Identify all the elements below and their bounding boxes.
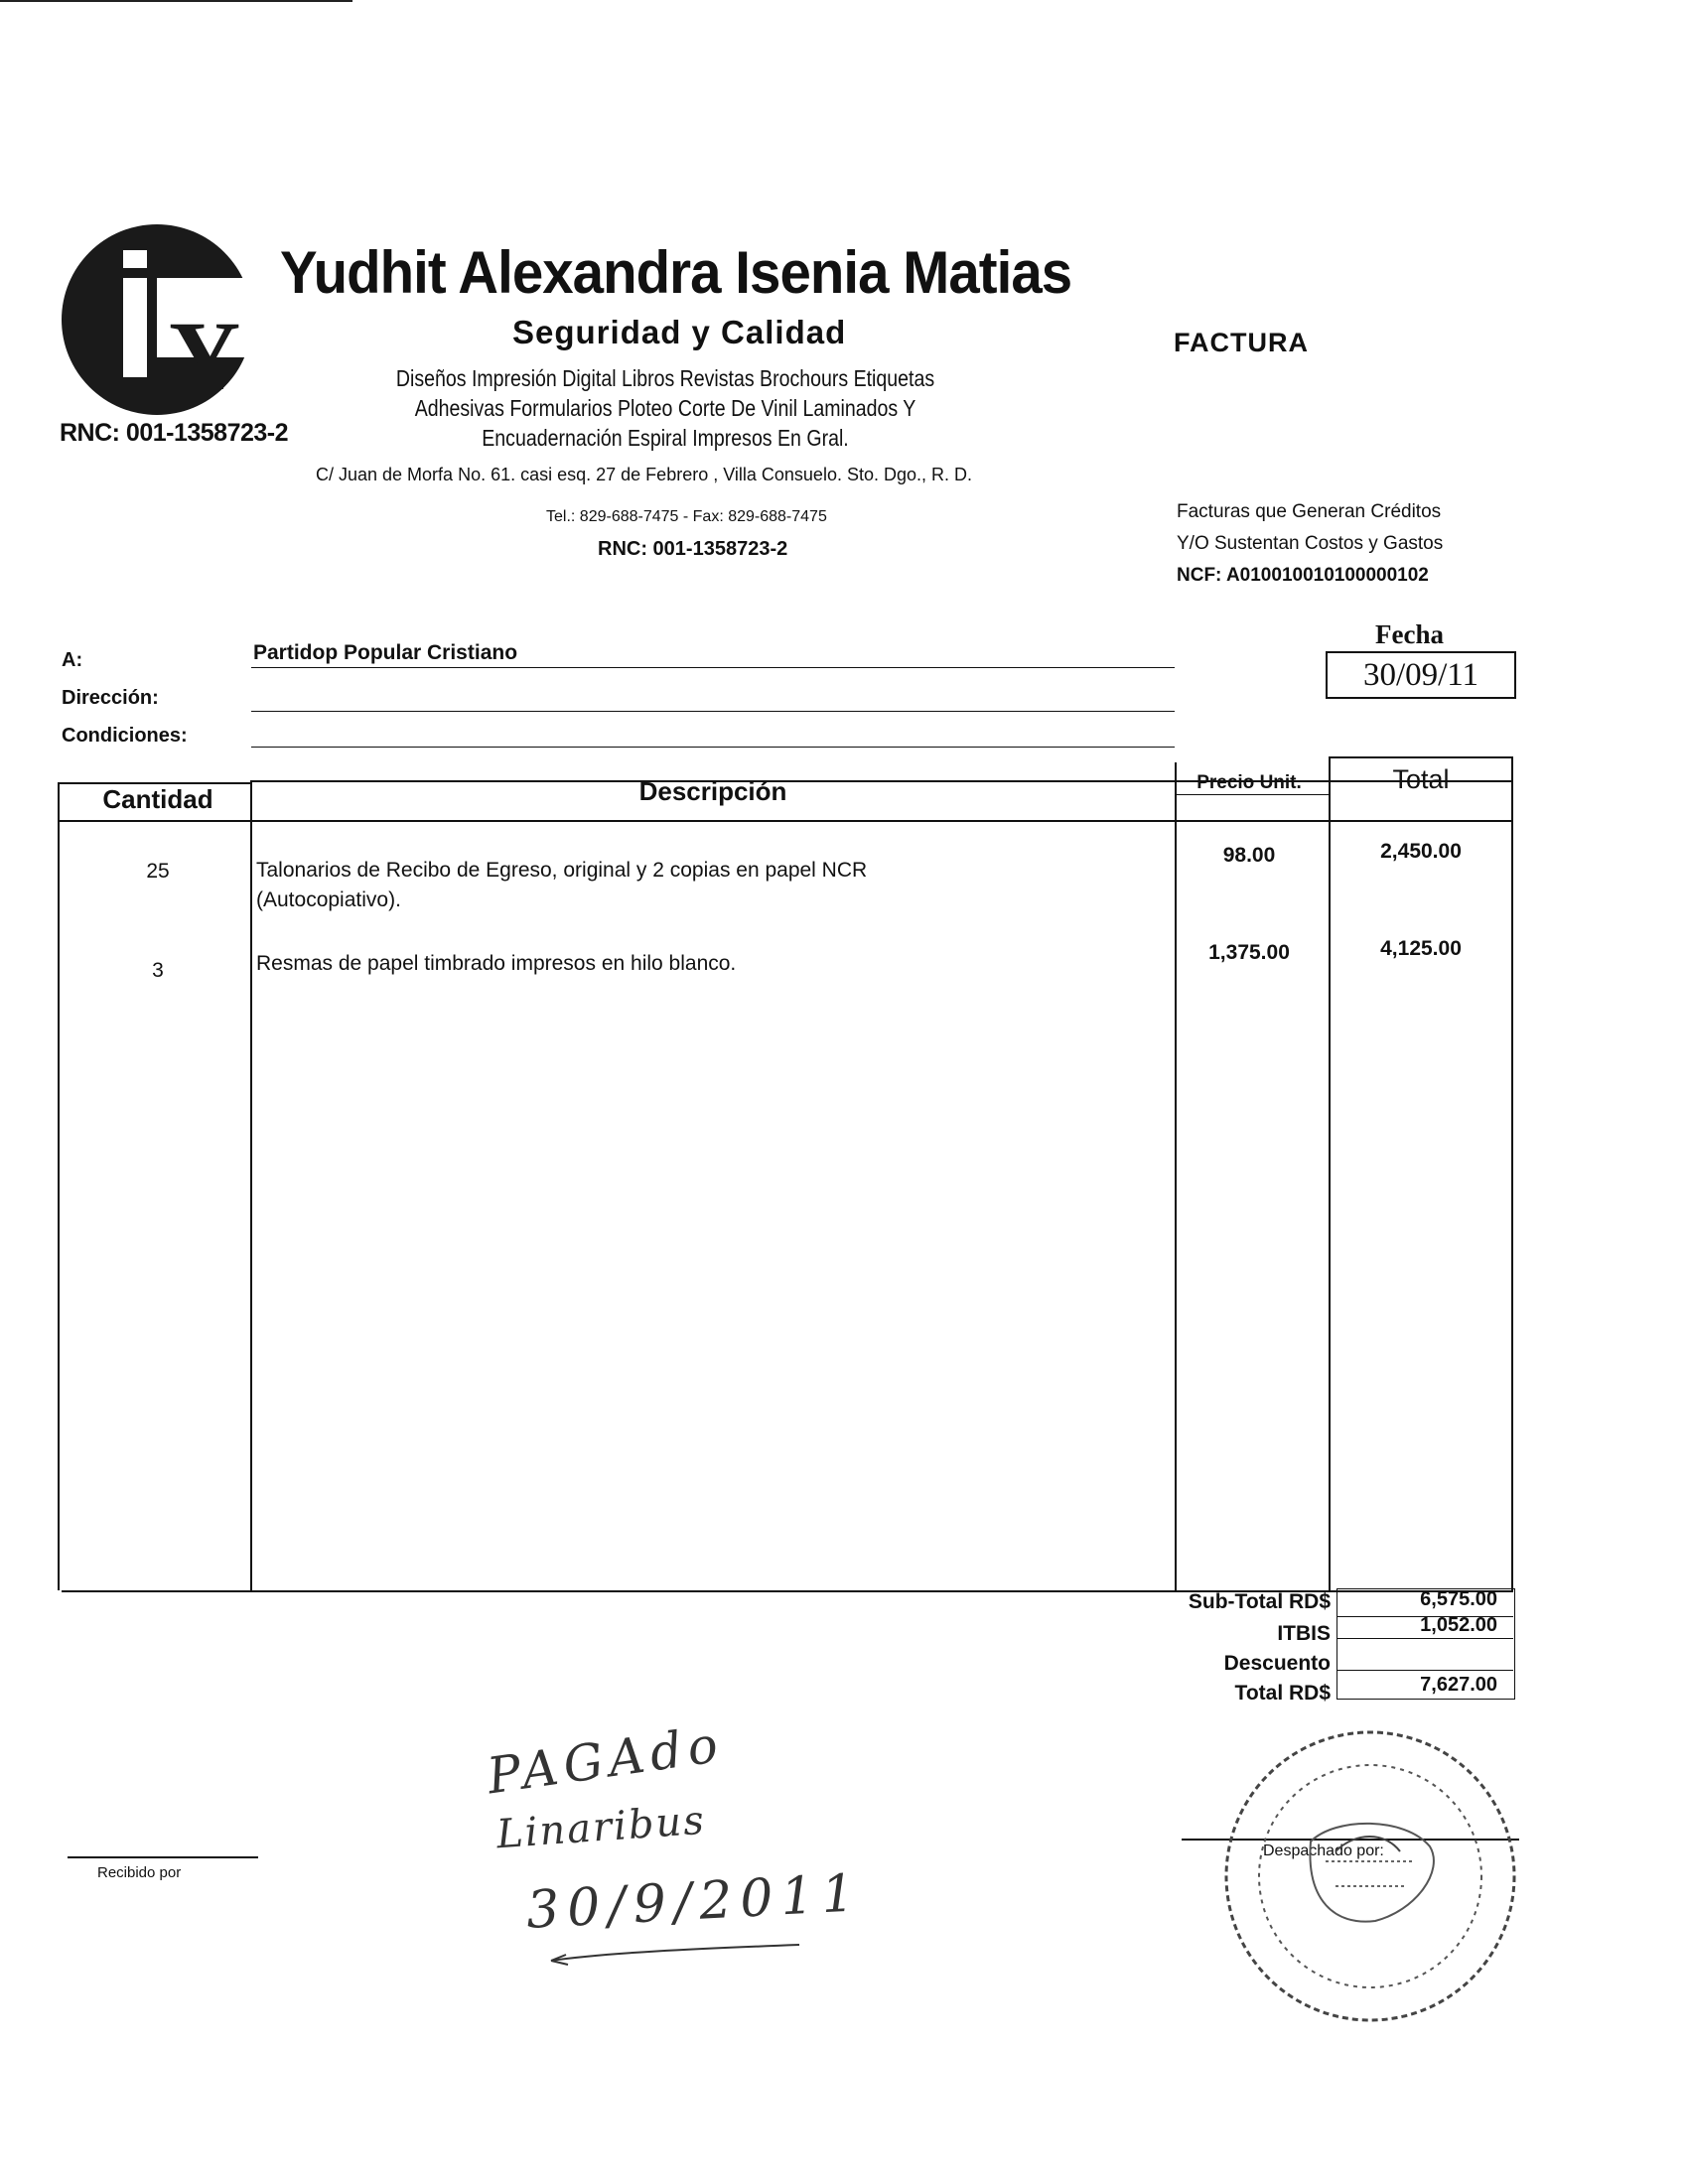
row-2-total: 4,125.00 <box>1380 937 1462 960</box>
table-border-left <box>58 782 60 1590</box>
ncf-block <box>1177 496 1443 592</box>
services-line-3: Encuadernación Espiral Impresos En Gral. <box>482 425 849 451</box>
direccion-underline <box>251 711 1175 712</box>
rnc-center: RNC: 001-1358723-2 <box>598 538 788 560</box>
table-header-bottom <box>58 820 1513 822</box>
client-underline <box>251 667 1175 668</box>
client-label: A: <box>62 649 83 671</box>
table-border-right <box>1511 756 1513 1590</box>
fecha-value: 30/09/11 <box>1326 651 1516 699</box>
row-1-qty: 25 <box>146 860 170 883</box>
direccion-label: Dirección: <box>62 687 159 709</box>
document-type: FACTURA <box>1174 328 1309 357</box>
services-list <box>387 363 944 453</box>
condiciones-underline <box>251 747 1175 748</box>
svg-text:Y: Y <box>169 301 241 411</box>
services-line-2: Adhesivas Formularios Ploteo Corte De Vinil Laminados Y <box>414 395 916 421</box>
header-descripcion: Descripción <box>638 776 787 806</box>
recibido-label: Recibido por <box>97 1864 182 1881</box>
top-edge-line <box>0 0 352 2</box>
header-cantidad: Cantidad <box>102 784 213 814</box>
descuento-label: Descuento <box>1223 1652 1331 1675</box>
client-name: Partidop Popular Cristiano <box>253 641 518 664</box>
row-2-desc-line-1: Resmas de papel timbrado impresos en hilo blanco. <box>256 952 737 975</box>
itbis-label: ITBIS <box>1277 1622 1331 1645</box>
handwritten-underline <box>546 1941 804 1971</box>
despachado-label: Despachado por: <box>1263 1843 1384 1859</box>
company-name: Yudhit Alexandra Isenia Matias <box>280 239 1072 306</box>
row-2-price: 1,375.00 <box>1208 941 1290 964</box>
row-1-desc <box>256 856 1150 915</box>
header-total: Total <box>1392 764 1450 794</box>
table-col-divider-3 <box>1329 756 1331 1590</box>
subtotal-value: 6,575.00 <box>1420 1588 1497 1610</box>
row-1-desc-line-2: (Autocopiativo). <box>256 888 401 911</box>
table-col-divider-2 <box>1175 762 1177 1590</box>
company-phones: Tel.: 829-688-7475 - Fax: 829-688-7475 <box>546 508 827 525</box>
services-line-1: Diseños Impresión Digital Libros Revistas Brochours Etiquetas <box>395 365 935 391</box>
header-precio: Precio Unit. <box>1196 772 1302 793</box>
precio-header-line <box>1175 794 1331 795</box>
company-stamp <box>1216 1722 1524 2030</box>
row-2-desc <box>256 949 1150 979</box>
table-col-divider-1 <box>250 782 252 1590</box>
total-label: Total RD$ <box>1234 1682 1331 1705</box>
total-header-top <box>1331 756 1513 758</box>
ncf-number: NCF: A010010010100000102 <box>1177 565 1429 586</box>
rnc-left: RNC: 001-1358723-2 <box>60 419 289 447</box>
subtotal-label: Sub-Total RD$ <box>1188 1590 1331 1613</box>
row-1-total: 2,450.00 <box>1380 840 1462 863</box>
row-2-qty: 3 <box>152 959 164 982</box>
handwritten-date: 30/9/2011 <box>524 1863 864 1941</box>
row-1-desc-line-1: Talonarios de Recibo de Egreso, original y 2 copias en papel NCR <box>256 859 868 882</box>
fecha-label: Fecha <box>1375 619 1444 649</box>
recibido-signature-line <box>68 1856 258 1858</box>
company-slogan: Seguridad y Calidad <box>512 314 847 350</box>
handwritten-paid-note: PAGAdo <box>484 1714 728 1806</box>
total-value: 7,627.00 <box>1420 1674 1497 1696</box>
ncf-line-1: Facturas que Generan Créditos <box>1177 501 1442 522</box>
itbis-value: 1,052.00 <box>1420 1614 1497 1636</box>
totals-line-2 <box>1336 1638 1513 1639</box>
ncf-line-2: Y/O Sustentan Costos y Gastos <box>1177 533 1444 554</box>
row-1-price: 98.00 <box>1222 844 1276 867</box>
condiciones-label: Condiciones: <box>62 725 188 747</box>
company-logo <box>58 220 256 419</box>
handwritten-signature: Linaribus <box>494 1797 708 1858</box>
company-address: C/ Juan de Morfa No. 61. casi esq. 27 de Febrero , Villa Consuelo. Sto. Dgo., R. D. <box>316 465 972 484</box>
totals-line-3 <box>1336 1670 1513 1671</box>
